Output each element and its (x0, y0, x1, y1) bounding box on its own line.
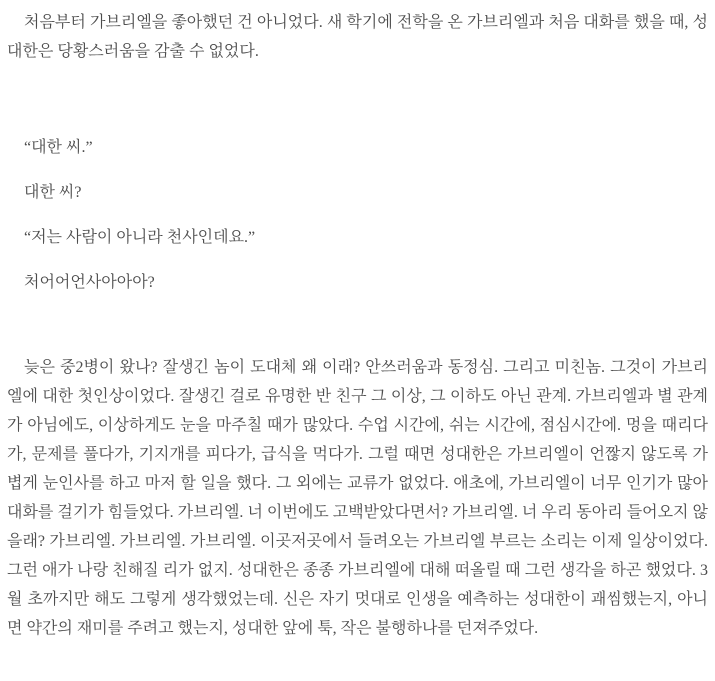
dialogue-line-2: “저는 사람이 아니라 천사인데요.” (24, 229, 256, 246)
narration-paragraph-intro: 처음부터 가브리엘을 좋아했던 건 아니었다. 새 학기에 전학을 온 가브리엘과 처음 대화를 했을 때, 성대한은 당황스러움을 감출 수 없었다. (7, 14, 708, 60)
dialogue-line-1: “대한 씨.” (24, 139, 93, 156)
inner-thought-1: 대한 씨? (24, 184, 82, 201)
narration-paragraph-main: 늦은 중2병이 왔나? 잘생긴 놈이 도대체 왜 이래? 안쓰러움과 동정심. 그리고 미친놈. 그것이 가브리엘에 대한 첫인상이었다. 잘생긴 걸로 유명한 반 친구 그 이상, 그 이하도 아닌 관계. 가브리엘과 별 관계가 아님에도, 이상하게도 눈을 마주칠 때가 많았다. 수업 시간에, 쉬는 시간에, 점심시간에. 멍을 때리다가, 문제를 풀다가, 기지개를 피다가, 급식을 먹다가. 그럴 때면 성대한은 가브리엘이 언짢지 않도록 가볍게 눈인사를 하고 마저 할 일을 했다. 그 외에는 교류가 없었다. 애초에, 가브리엘이 너무 인기가 많아 대화를 걸기가 힘들었다. 가브리엘. 너 이번에도 고백받았다면서? 가브리엘. 너 우리 동아리 들어오지 않을래? 가브리엘. 가브리엘. 가브리엘. 이곳저곳에서 들려오는 가브리엘 부르는 소리는 이제 일상이었다. 그런 애가 나랑 친해질 리가 없지. 성대한은 종종 가브리엘에 대해 떠올릴 때 그런 생각을 하곤 했었다. 3월 초까지만 해도 그렇게 생각했었는데. 신은 자기 멋대로 인생을 예측하는 성대한이 괘씸했는지, 아니면 약간의 재미를 주려고 했는지, 성대한 앞에 툭, 작은 불행하나를 던져주었다. (7, 359, 708, 637)
inner-thought-2: 처어어언사아아아? (24, 274, 155, 291)
